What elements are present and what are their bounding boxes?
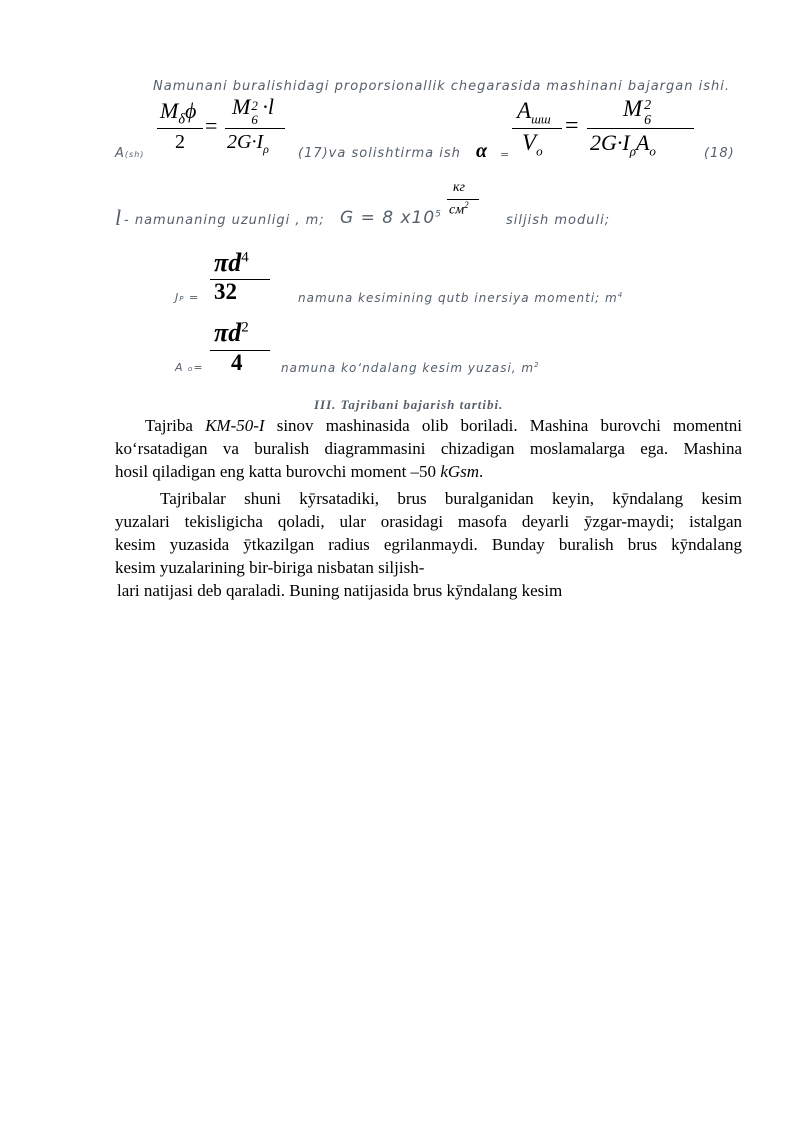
formula17-frac1-den: 2: [175, 131, 185, 153]
formula17-frac2-den: $2G\cdot I_\rho$: [227, 131, 269, 156]
formula18-tag: (18): [704, 146, 735, 161]
para1-line-2: ko‘rsatadigan va buralish diagrammasini chizadigan moslamalarga ega. Mashina: [115, 439, 742, 458]
formula18-equals: =: [565, 113, 579, 139]
formula18-frac2-num: M 2 6: [623, 96, 652, 128]
length-symbol: l: [115, 205, 122, 230]
formula17-frac1-num: $M_\delta\phi$: [160, 98, 197, 128]
formula17-frac2-num: M 2 6 ·l: [232, 94, 274, 127]
para2-line-4: kesim yuzalarining bir-biriga nisbatan siljish-: [115, 558, 425, 577]
formula18-frac2-bar: [587, 128, 694, 129]
shear-modulus-expr: G = 8 $x10^5$: [340, 208, 442, 228]
alpha-symbol: α: [476, 140, 488, 162]
section-heading: III. Tajribani bajarish tartibi.: [314, 397, 504, 412]
shear-modulus-desc: siljish moduli;: [506, 213, 611, 228]
formula18-frac2-den: $2G\cdot I_\rho A_o$: [590, 130, 656, 159]
para2-line-3: kesim yuzasida ӯtkazilgan radius egrilanmaydi. Bunday buralish brus kӯndalang: [115, 535, 742, 554]
formula17-lhs: A(sh): [115, 146, 145, 161]
area-label: A o=: [175, 361, 204, 374]
para2-line-2: yuzalari tekisligicha qoladi, ular orasidagi masofa deyarli ӯzgar-maydi; istalgan: [115, 512, 742, 531]
length-description: - namunaning uzunligi , m;: [124, 213, 325, 228]
formula17-equals: =: [205, 113, 218, 138]
formula17-frac1-bar: [157, 128, 203, 129]
area-denominator: 4: [231, 350, 243, 375]
formula17-tag: (17)va solishtirma ish: [298, 146, 461, 161]
shear-unit-numerator: кг: [453, 180, 466, 195]
intro-text: Namunani buralishidagi proporsionallik chegarasida mashinani bajargan ishi.: [153, 79, 730, 94]
formula17-frac2-bar: [225, 128, 285, 129]
jp-description: namuna kesimining qutb inersiya momenti; $m^4$: [298, 291, 624, 305]
jp-denominator: 32: [214, 279, 237, 304]
para2-line-5: lari natijasi deb qaraladi. Buning natijasida brus kӯndalang kesim: [117, 581, 563, 600]
formula18-frac1-bar: [512, 128, 562, 129]
paragraph-observations: [115, 487, 742, 602]
paragraph-procedure: [115, 414, 742, 483]
para2-line-1: Tajribalar shuni kӯrsatadiki, brus buralganidan keyin, kӯndalang kesim: [160, 489, 742, 508]
jp-label: JP =: [175, 291, 200, 304]
para1-line-3: hosil qiladigan eng katta burovchi moment –50 kGsm.: [115, 462, 484, 481]
formula18-frac1-num: $A_{шш}$: [517, 98, 551, 127]
jp-numerator: $\pi d^4$: [214, 248, 249, 277]
area-description: namuna ko‘ndalang kesim yuzasi, $m^2$: [281, 361, 540, 375]
para1-line-1: Tajriba KM-50-I sinov mashinasida olib boriladi. Mashina burovchi momentni: [145, 416, 742, 435]
formula18-frac1-den: $V_o$: [522, 130, 543, 159]
shear-unit-denominator: $см^2$: [449, 200, 469, 218]
area-numerator: $\pi d^2$: [214, 318, 249, 347]
alpha-equals: =: [500, 148, 511, 161]
